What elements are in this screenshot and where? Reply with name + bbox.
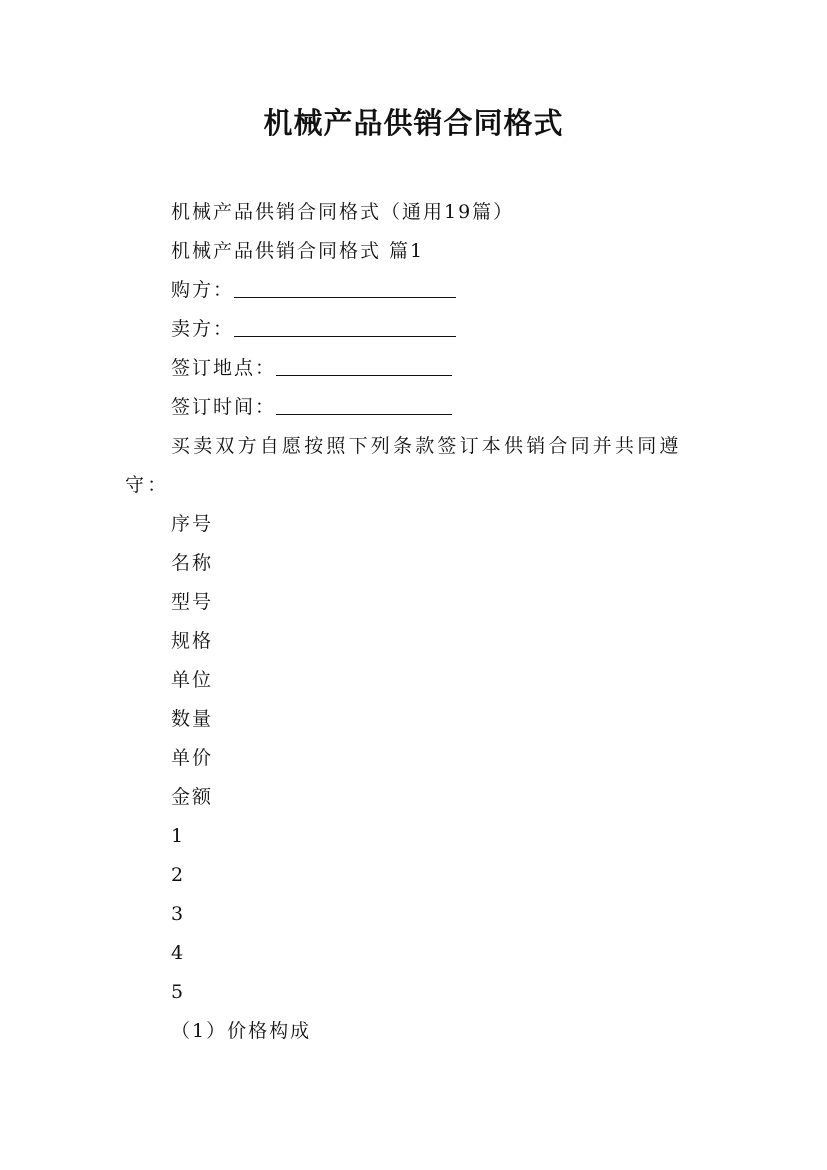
- field-seller-blank: [234, 314, 456, 337]
- table-header-item: 单位: [171, 669, 214, 691]
- document-title: 机械产品供销合同格式: [263, 106, 564, 140]
- row-number: 2: [171, 864, 186, 886]
- field-place-blank: [276, 353, 452, 376]
- table-header-item: 金额: [171, 786, 214, 808]
- table-header-item: 名称: [171, 552, 214, 574]
- row-number: 5: [171, 981, 186, 1003]
- table-header-item: 序号: [171, 513, 214, 535]
- field-date-label: 签订时间：: [171, 396, 277, 418]
- section-heading: 机械产品供销合同格式 篇1: [171, 240, 425, 262]
- field-seller: [125, 310, 705, 349]
- table-header-item: 数量: [171, 708, 214, 730]
- intro-paragraph: 买卖双方自愿按照下列条款签订本供销合同并共同遵守：: [125, 435, 682, 496]
- field-place-label: 签订地点：: [171, 357, 277, 379]
- row-number: 4: [171, 942, 186, 964]
- clause-price-composition: （1）价格构成: [171, 1020, 312, 1042]
- field-buyer-label: 购方：: [171, 279, 235, 301]
- table-header-item: 单价: [171, 747, 214, 769]
- row-number: 1: [171, 825, 186, 847]
- field-date: [125, 388, 705, 427]
- document-body: [125, 193, 705, 1051]
- row-number: 3: [171, 903, 186, 925]
- field-seller-label: 卖方：: [171, 318, 235, 340]
- table-header-item: 规格: [171, 630, 214, 652]
- table-header-item: 型号: [171, 591, 214, 613]
- field-buyer: [125, 271, 705, 310]
- field-buyer-blank: [234, 275, 456, 298]
- field-place: [125, 349, 705, 388]
- subtitle-line: 机械产品供销合同格式（通用19篇）: [171, 201, 515, 223]
- field-date-blank: [276, 392, 452, 415]
